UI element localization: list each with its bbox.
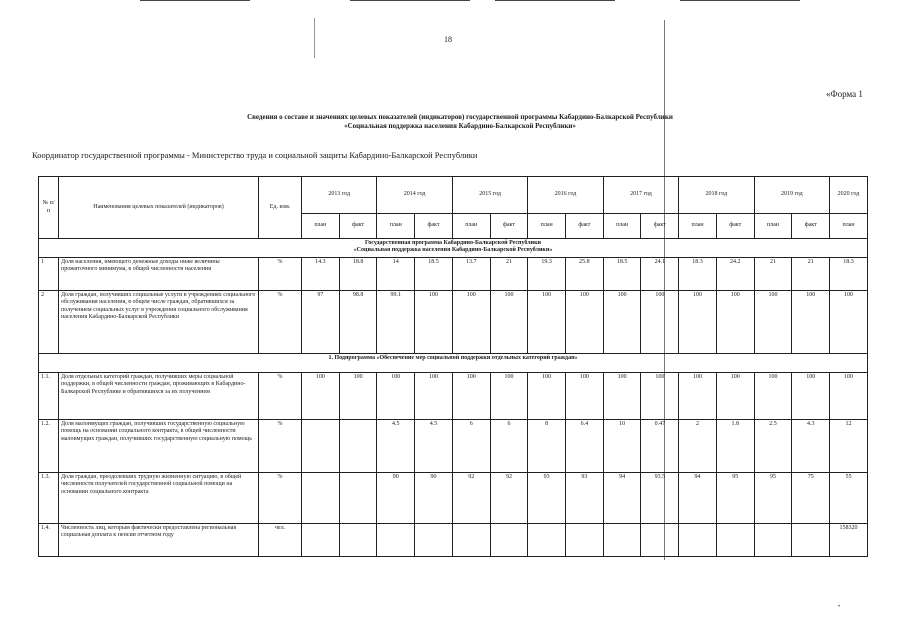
program-header-row-text	[39, 239, 868, 258]
row-value: 1.8	[716, 420, 754, 473]
subprogram-header-row-text	[39, 354, 868, 373]
row-value: 100	[528, 373, 566, 420]
row-value: 12	[830, 420, 868, 473]
table-row	[39, 373, 868, 420]
row-value: 13.7	[452, 258, 490, 291]
row-value: 100	[452, 373, 490, 420]
subprogram-header-row	[39, 354, 868, 373]
header-plan: план	[528, 214, 566, 239]
row-value: 100	[716, 373, 754, 420]
row-value	[490, 524, 528, 557]
row-value	[679, 524, 717, 557]
header-fact: факт	[641, 214, 679, 239]
header-row-years	[39, 177, 868, 214]
row-value: 100	[415, 291, 453, 354]
row-number: 1.4.	[39, 524, 59, 557]
row-indicator-name: Доля граждан, получивших социальные услуги в учреждениях социального обслуживания населения, в общем числе граждан, обратившихся за получением социальных услуг в учреждения социального обслуживания населения Кабардино-Балкарской Республики	[59, 291, 259, 354]
row-value: 94	[679, 473, 717, 524]
form-label: «Форма 1	[826, 89, 863, 99]
row-value	[415, 524, 453, 557]
row-value: 4.5	[377, 420, 415, 473]
page-number: 18	[444, 35, 452, 44]
row-value	[339, 420, 377, 473]
program-header-row-line-1: Государственная программа Кабардино-Балкарской Республики	[364, 240, 542, 246]
row-value: 24.1	[641, 258, 679, 291]
row-unit: %	[259, 473, 302, 524]
row-value	[377, 524, 415, 557]
row-value	[566, 524, 604, 557]
coordinator-line: Координатор государственной программы - Министерство труда и социальной защиты Кабардино-Балкарской Республики	[32, 150, 478, 160]
scan-top-line-4	[680, 0, 800, 1]
row-value: 21	[490, 258, 528, 291]
header-plan: план	[302, 214, 340, 239]
header-fact: факт	[716, 214, 754, 239]
row-value	[641, 524, 679, 557]
row-value: 14.3	[302, 258, 340, 291]
table-row	[39, 524, 868, 557]
row-unit: %	[259, 258, 302, 291]
header-year-last: 2020 год	[830, 177, 868, 214]
table-row	[39, 258, 868, 291]
row-value: 6	[490, 420, 528, 473]
table-row	[39, 291, 868, 354]
header-plan: план	[679, 214, 717, 239]
row-value: 100	[603, 373, 641, 420]
row-value: 21	[754, 258, 792, 291]
header-unit: Ед. изм.	[259, 177, 302, 239]
row-value: 6.4	[566, 420, 604, 473]
row-indicator-name: Доля отдельных категорий граждан, получивших меры социальной поддержки, в общей численности граждан, проживающих в Кабардино-Балкарской Республике и обратившихся за их получением	[59, 373, 259, 420]
header-year: 2014 год	[377, 177, 452, 214]
row-value	[302, 524, 340, 557]
row-value: 25.8	[566, 258, 604, 291]
row-value	[339, 524, 377, 557]
row-indicator-name: Доля населения, имеющего денежные доходы ниже величины прожиточного минимума, в общей численности населения	[59, 258, 259, 291]
row-number: 1.1.	[39, 373, 59, 420]
row-value: 2.5	[754, 420, 792, 473]
program-header-row-line-2: «Социальная поддержка населения Кабардино-Балкарской Республики»	[353, 247, 553, 254]
row-value: 21	[792, 258, 830, 291]
row-value: 19.3	[528, 258, 566, 291]
row-value	[302, 420, 340, 473]
row-value: 18.3	[679, 258, 717, 291]
header-fact: факт	[792, 214, 830, 239]
row-value: 24.2	[716, 258, 754, 291]
row-value: 95	[716, 473, 754, 524]
row-value: 92	[490, 473, 528, 524]
row-value: 94	[603, 473, 641, 524]
row-value: 100	[792, 291, 830, 354]
title-line-2: «Социальная поддержка населения Кабардино-Балкарской Республики»	[344, 122, 576, 130]
row-value: 100	[566, 373, 604, 420]
header-plan: план	[830, 214, 868, 239]
scan-top-line-1	[140, 0, 250, 1]
row-unit: чел.	[259, 524, 302, 557]
program-header-row	[39, 239, 868, 258]
row-number: 1.2.	[39, 420, 59, 473]
row-value: 100	[754, 291, 792, 354]
row-value	[754, 524, 792, 557]
row-value: 6	[452, 420, 490, 473]
row-value: 97	[302, 291, 340, 354]
header-fact: факт	[415, 214, 453, 239]
row-value: 100	[679, 373, 717, 420]
row-value: 10	[603, 420, 641, 473]
header-plan: план	[452, 214, 490, 239]
header-indicator-name: Наименования целевых показателей (индикаторов)	[59, 177, 259, 239]
row-value: 93	[566, 473, 604, 524]
header-plan: план	[603, 214, 641, 239]
header-year: 2018 год	[679, 177, 754, 214]
row-value: 18.5	[415, 258, 453, 291]
header-fact: факт	[566, 214, 604, 239]
header-fact: факт	[490, 214, 528, 239]
row-value: 100	[490, 373, 528, 420]
header-fact: факт	[339, 214, 377, 239]
scan-dash-mark	[314, 18, 315, 58]
row-value: 100	[339, 373, 377, 420]
subprogram-header-row-line-1: 1. Подпрограмма «Обеспечение мер социальной поддержки отдельных категорий граждан»	[328, 355, 578, 361]
row-value: 100	[792, 373, 830, 420]
header-year: 2019 год	[754, 177, 829, 214]
row-value: 8	[528, 420, 566, 473]
row-value	[716, 524, 754, 557]
header-year: 2015 год	[452, 177, 527, 214]
row-value: 100	[377, 373, 415, 420]
header-plan: план	[754, 214, 792, 239]
row-value: 100	[415, 373, 453, 420]
header-year: 2016 год	[528, 177, 603, 214]
table-row	[39, 420, 868, 473]
header-year: 2013 год	[302, 177, 377, 214]
row-value: 4.3	[792, 420, 830, 473]
row-value: 0.47	[641, 420, 679, 473]
row-value: 100	[641, 291, 679, 354]
row-number: 1	[39, 258, 59, 291]
row-value: 100	[754, 373, 792, 420]
row-value	[528, 524, 566, 557]
row-value: 100	[679, 291, 717, 354]
row-value: 158320	[830, 524, 868, 557]
row-value: 100	[716, 291, 754, 354]
row-value: 100	[566, 291, 604, 354]
row-number: 2	[39, 291, 59, 354]
header-number: № п/п	[39, 177, 59, 239]
scan-top-line-3	[495, 0, 615, 1]
row-value: 100	[302, 373, 340, 420]
row-indicator-name: Численность лиц, которым фактически предоставлена региональная социальная доплата к пенсии отчетном году	[59, 524, 259, 557]
row-value: 92	[452, 473, 490, 524]
scan-top-line-2	[350, 0, 470, 1]
row-unit: %	[259, 373, 302, 420]
row-value	[452, 524, 490, 557]
row-value: 90	[415, 473, 453, 524]
row-unit: %	[259, 291, 302, 354]
row-value: 93.5	[641, 473, 679, 524]
row-value: 99.1	[377, 291, 415, 354]
row-value	[339, 473, 377, 524]
row-value: 100	[830, 373, 868, 420]
row-value	[603, 524, 641, 557]
row-value: 93	[528, 473, 566, 524]
header-plan: план	[377, 214, 415, 239]
row-indicator-name: Доля граждан, преодолевших трудную жизненную ситуацию, в общей численности получателей государственной социальной помощи на основании социального контракта	[59, 473, 259, 524]
row-value: 100	[830, 291, 868, 354]
row-value: 95	[754, 473, 792, 524]
title-line-1: Сведения о составе и значениях целевых показателей (индикаторов) государственной программы Кабардино-Балкарской Республики	[247, 113, 673, 121]
row-value: 100	[528, 291, 566, 354]
row-value: 18.3	[830, 258, 868, 291]
row-value: 100	[641, 373, 679, 420]
row-value: 98.8	[339, 291, 377, 354]
row-value: 18.8	[339, 258, 377, 291]
row-value: 2	[679, 420, 717, 473]
row-value: 18.5	[603, 258, 641, 291]
row-value: 55	[830, 473, 868, 524]
header-year: 2017 год	[603, 177, 678, 214]
row-indicator-name: Доля малоимущих граждан, получивших государственную социальную помощь на основании социального контракта, в общей численности малоимущих граждан, получивших государственную социальную помощь	[59, 420, 259, 473]
row-value: 100	[603, 291, 641, 354]
table-row	[39, 473, 868, 524]
row-value: 100	[452, 291, 490, 354]
row-value: 4.5	[415, 420, 453, 473]
row-unit: %	[259, 420, 302, 473]
row-value: 100	[490, 291, 528, 354]
document-title	[150, 113, 770, 131]
scan-mark-bottom-right: •	[838, 604, 841, 610]
row-value: 75	[792, 473, 830, 524]
row-number: 1.3.	[39, 473, 59, 524]
row-value	[302, 473, 340, 524]
row-value	[792, 524, 830, 557]
indicators-table	[38, 176, 868, 557]
row-value: 14	[377, 258, 415, 291]
row-value: 90	[377, 473, 415, 524]
